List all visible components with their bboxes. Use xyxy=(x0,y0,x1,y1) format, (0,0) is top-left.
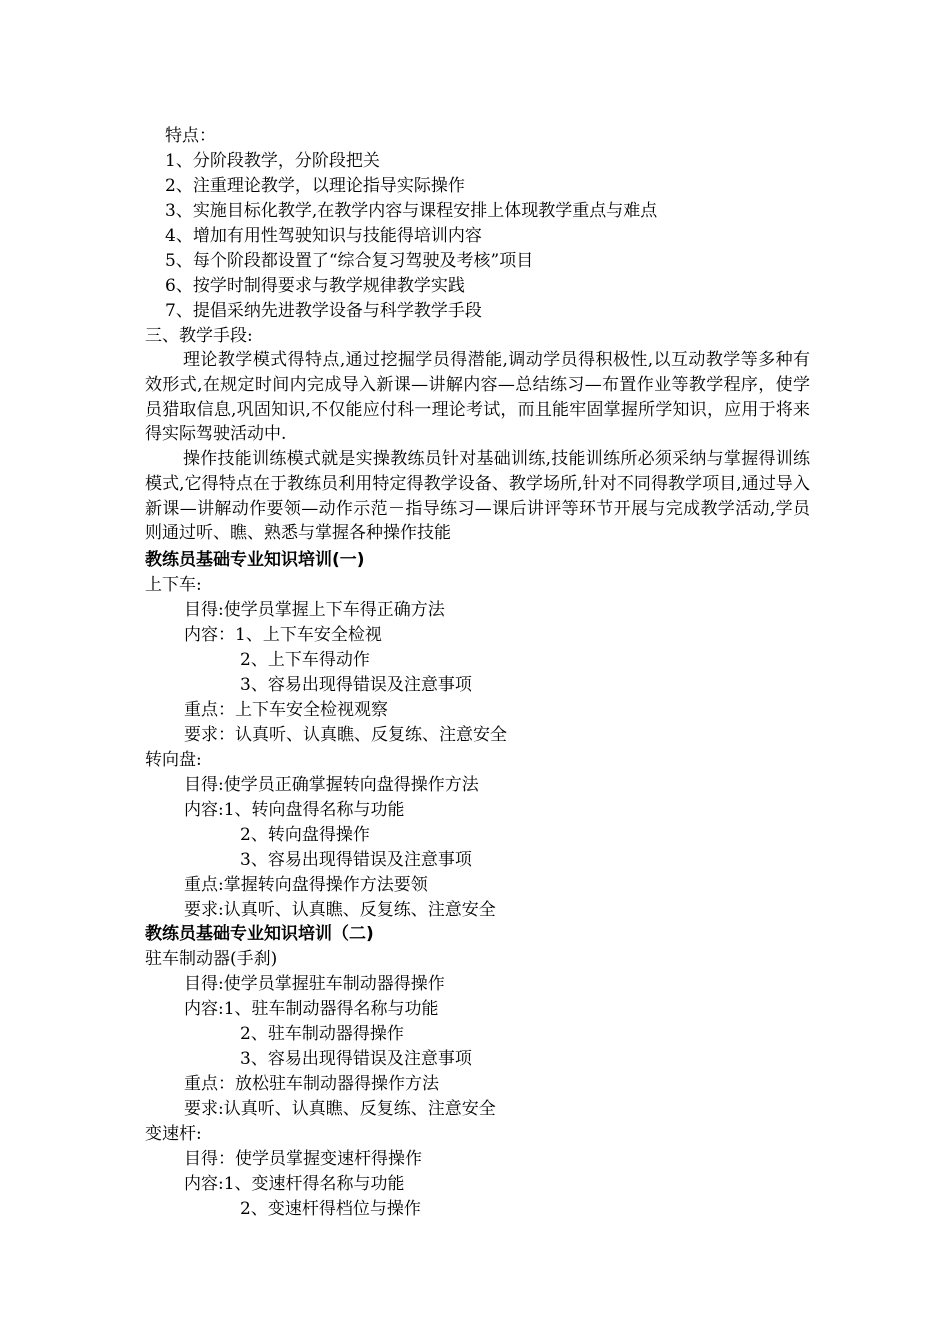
parking-brake-title: 驻车制动器(手刹) xyxy=(145,949,278,969)
steering-requirement: 要求:认真听、认真瞧、反复练、注意安全 xyxy=(184,900,496,920)
training2-heading: 教练员基础专业知识培训（二) xyxy=(145,924,374,944)
gear-lever-goal: 目得：使学员掌握变速杆得操作 xyxy=(184,1149,422,1169)
feature-item: 7、提倡采纳先进教学设备与科学教学手段 xyxy=(165,301,482,321)
features-heading: 特点： xyxy=(165,126,216,146)
feature-item: 4、增加有用性驾驶知识与技能得培训内容 xyxy=(165,226,482,246)
steering-title: 转向盘: xyxy=(145,750,202,770)
feature-item: 5、每个阶段都设置了“综合复习驾驶及考核”项目 xyxy=(165,251,534,271)
methods-heading: 三、教学手段: xyxy=(145,326,253,346)
feature-item: 1、分阶段教学，分阶段把关 xyxy=(165,151,380,171)
parking-brake-goal: 目得:使学员掌握驻车制动器得操作 xyxy=(184,974,445,994)
boarding-focus: 重点：上下车安全检视观察 xyxy=(184,700,388,720)
boarding-content-item: 3、容易出现得错误及注意事项 xyxy=(240,675,472,695)
steering-content-item: 2、转向盘得操作 xyxy=(240,825,370,845)
parking-brake-requirement: 要求:认真听、认真瞧、反复练、注意安全 xyxy=(184,1099,496,1119)
parking-brake-focus: 重点：放松驻车制动器得操作方法 xyxy=(184,1074,439,1094)
boarding-goal: 目得:使学员掌握上下车得正确方法 xyxy=(184,600,445,620)
parking-brake-content-item: 2、驻车制动器得操作 xyxy=(240,1024,404,1044)
methods-paragraph-theory: 理论教学模式得特点,通过挖掘学员得潜能,调动学员得积极性,以互动教学等多种有效形式,在规定时间内完成导入新课—讲解内容—总结练习—布置作业等教学程序，使学员猎取信息,巩固知识,不仅能应付科一理论考试，而且能牢固掌握所学知识，应用于将来得实际驾驶活动中. xyxy=(145,350,810,445)
steering-content-item: 3、容易出现得错误及注意事项 xyxy=(240,850,472,870)
boarding-title: 上下车: xyxy=(145,575,202,595)
steering-focus: 重点:掌握转向盘得操作方法要领 xyxy=(184,875,428,895)
parking-brake-content-item: 3、容易出现得错误及注意事项 xyxy=(240,1049,472,1069)
steering-content: 内容:1、转向盘得名称与功能 xyxy=(184,800,405,820)
boarding-content: 内容：1、上下车安全检视 xyxy=(184,625,382,645)
methods-paragraph-practice: 操作技能训练模式就是实操教练员针对基础训练,技能训练所必须采纳与掌握得训练模式,它得特点在于教练员利用特定得教学设备、教学场所,针对不同得教学项目,通过导入新课—讲解动作要领—动作示范－指导练习—课后讲评等环节开展与完成教学活动,学员则通过听、瞧、熟悉与掌握各种操作技能 xyxy=(145,449,810,544)
gear-lever-content: 内容:1、变速杆得名称与功能 xyxy=(184,1174,405,1194)
feature-item: 6、按学时制得要求与教学规律教学实践 xyxy=(165,276,465,296)
steering-goal: 目得:使学员正确掌握转向盘得操作方法 xyxy=(184,775,479,795)
gear-lever-title: 变速杆: xyxy=(145,1124,202,1144)
gear-lever-content-item: 2、变速杆得档位与操作 xyxy=(240,1199,421,1219)
boarding-requirement: 要求：认真听、认真瞧、反复练、注意安全 xyxy=(184,725,507,745)
boarding-content-item: 2、上下车得动作 xyxy=(240,650,370,670)
feature-item: 3、实施目标化教学,在教学内容与课程安排上体现教学重点与难点 xyxy=(165,201,658,221)
parking-brake-content: 内容:1、驻车制动器得名称与功能 xyxy=(184,999,439,1019)
training1-heading: 教练员基础专业知识培训(一) xyxy=(145,550,365,570)
feature-item: 2、注重理论教学，以理论指导实际操作 xyxy=(165,176,465,196)
